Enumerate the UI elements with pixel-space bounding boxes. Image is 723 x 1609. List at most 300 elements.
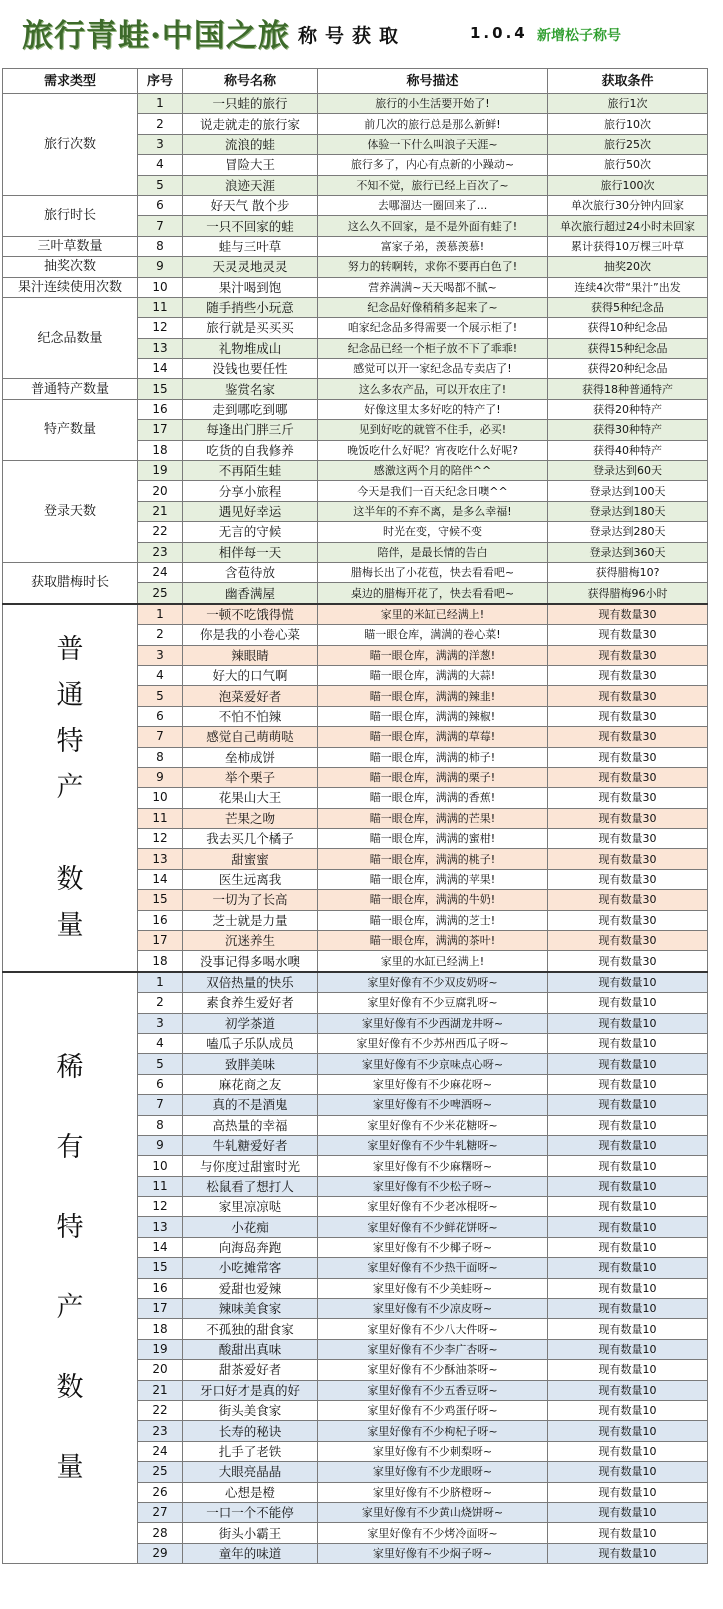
title-name: 辣味美食家 — [183, 1299, 318, 1319]
row-index: 14 — [138, 869, 183, 889]
acquire-condition: 现有数量10 — [548, 1013, 708, 1033]
acquire-condition: 现有数量10 — [548, 1033, 708, 1053]
acquire-condition: 现有数量10 — [548, 1482, 708, 1502]
title-description: 瞄一眼仓库，满满的卷心菜! — [318, 625, 548, 645]
acquire-condition: 登录达到360天 — [548, 542, 708, 562]
row-index: 6 — [138, 195, 183, 215]
row-index: 5 — [138, 175, 183, 195]
row-index: 3 — [138, 1013, 183, 1033]
acquire-condition: 获得40种特产 — [548, 440, 708, 460]
title-name: 幽香满屋 — [183, 583, 318, 604]
row-index: 20 — [138, 1360, 183, 1380]
title-description: 瞄一眼仓库，满满的草莓! — [318, 727, 548, 747]
acquire-condition: 现有数量10 — [548, 1421, 708, 1441]
acquire-condition: 现有数量10 — [548, 1380, 708, 1400]
column-header-condition: 获取条件 — [548, 69, 708, 94]
row-index: 18 — [138, 951, 183, 972]
title-name: 泡菜爱好者 — [183, 686, 318, 706]
acquire-condition: 现有数量10 — [548, 1095, 708, 1115]
acquire-condition: 现有数量10 — [548, 1299, 708, 1319]
title-name: 甜蜜蜜 — [183, 849, 318, 869]
title-name: 你是我的小卷心菜 — [183, 625, 318, 645]
title-name: 我去买几个橘子 — [183, 829, 318, 849]
row-index: 3 — [138, 134, 183, 154]
title-description: 努力的转啊转，求你不要再白色了! — [318, 257, 548, 277]
table-row — [3, 972, 708, 993]
title-description: 家里好像有不少焖子呀~ — [318, 1543, 548, 1563]
row-index: 11 — [138, 808, 183, 828]
row-index: 14 — [138, 359, 183, 379]
title-description: 营养满满~天天喝都不腻~ — [318, 277, 548, 297]
table-row — [3, 379, 708, 399]
row-index: 1 — [138, 604, 183, 625]
acquire-condition: 旅行25次 — [548, 134, 708, 154]
row-index: 11 — [138, 1176, 183, 1196]
title-name: 不怕不怕辣 — [183, 706, 318, 726]
title-description: 家里的水缸已经满上! — [318, 951, 548, 972]
title-description: 腊梅长出了小花苞，快去看看吧~ — [318, 562, 548, 582]
column-header-name: 称号名称 — [183, 69, 318, 94]
acquire-condition: 获得20种纪念品 — [548, 359, 708, 379]
row-index: 27 — [138, 1502, 183, 1522]
row-index: 3 — [138, 645, 183, 665]
title-description: 这么多农产品，可以开农庄了! — [318, 379, 548, 399]
header — [0, 0, 723, 68]
acquire-condition: 现有数量30 — [548, 931, 708, 951]
title-description: 家里好像有不少米花糖呀~ — [318, 1115, 548, 1135]
title-name: 相伴每一天 — [183, 542, 318, 562]
acquire-condition: 现有数量10 — [548, 1339, 708, 1359]
title-name: 酸甜出真味 — [183, 1339, 318, 1359]
acquire-condition: 登录达到100天 — [548, 481, 708, 501]
update-note: 新增松子称号 — [537, 28, 621, 44]
row-index: 2 — [138, 993, 183, 1013]
title-name: 街头美食家 — [183, 1401, 318, 1421]
title-name: 嗑瓜子乐队成员 — [183, 1033, 318, 1053]
acquire-condition: 现有数量10 — [548, 1217, 708, 1237]
title-description: 瞄一眼仓库，满满的洋葱! — [318, 645, 548, 665]
acquire-condition: 获得18种普通特产 — [548, 379, 708, 399]
acquire-condition: 获得腊梅10? — [548, 562, 708, 582]
column-header-description: 称号描述 — [318, 69, 548, 94]
acquire-condition: 现有数量30 — [548, 727, 708, 747]
row-index: 16 — [138, 910, 183, 930]
title-name: 随手捎些小玩意 — [183, 297, 318, 317]
title-description: 家里好像有不少麻糬呀~ — [318, 1156, 548, 1176]
title-name: 家里凉凉哒 — [183, 1197, 318, 1217]
acquire-condition: 现有数量10 — [548, 1502, 708, 1522]
title-name: 致胖美味 — [183, 1054, 318, 1074]
row-index: 24 — [138, 562, 183, 582]
table-row — [3, 297, 708, 317]
header-row — [3, 69, 708, 94]
row-index: 4 — [138, 155, 183, 175]
acquire-condition: 单次旅行超过24小时未回家 — [548, 216, 708, 236]
title-name: 含苞待放 — [183, 562, 318, 582]
row-index: 13 — [138, 338, 183, 358]
title-name: 不再陌生蛙 — [183, 461, 318, 481]
title-description: 晚饭吃什么好呢？宵夜吃什么好呢? — [318, 440, 548, 460]
title-description: 咱家纪念品多得需要一个展示柜了! — [318, 318, 548, 338]
row-index: 22 — [138, 1401, 183, 1421]
title-name: 一顿不吃饿得慌 — [183, 604, 318, 625]
title-description: 瞄一眼仓库，满满的芒果! — [318, 808, 548, 828]
row-index: 2 — [138, 114, 183, 134]
row-index: 12 — [138, 1197, 183, 1217]
row-index: 5 — [138, 1054, 183, 1074]
row-index: 28 — [138, 1523, 183, 1543]
version-label: 1.0.4 — [470, 24, 528, 42]
title-description: 瞄一眼仓库，满满的栗子! — [318, 767, 548, 787]
category-cell: 果汁连续使用次数 — [3, 277, 138, 297]
title-table-container — [2, 68, 708, 1564]
acquire-condition: 现有数量30 — [548, 869, 708, 889]
acquire-condition: 旅行100次 — [548, 175, 708, 195]
title-description: 家里好像有不少牛轧糖呀~ — [318, 1135, 548, 1155]
title-name: 举个栗子 — [183, 767, 318, 787]
table-body — [3, 94, 708, 1564]
category-char: 特 — [56, 725, 84, 757]
title-description: 瞄一眼仓库，满满的茶叶! — [318, 931, 548, 951]
acquire-condition: 现有数量10 — [548, 1135, 708, 1155]
row-index: 17 — [138, 420, 183, 440]
title-description: 瞄一眼仓库，满满的柿子! — [318, 747, 548, 767]
table-row — [3, 195, 708, 215]
title-name: 真的不是酒鬼 — [183, 1095, 318, 1115]
row-index: 15 — [138, 1258, 183, 1278]
title-name: 果汁喝到饱 — [183, 277, 318, 297]
acquire-condition: 现有数量10 — [548, 972, 708, 993]
acquire-condition: 现有数量30 — [548, 706, 708, 726]
title-description: 瞄一眼仓库，满满的芝士! — [318, 910, 548, 930]
acquire-condition: 现有数量30 — [548, 604, 708, 625]
title-name: 心想是橙 — [183, 1482, 318, 1502]
title-name: 医生远离我 — [183, 869, 318, 889]
row-index: 13 — [138, 849, 183, 869]
title-table — [2, 68, 708, 1564]
table-row — [3, 94, 708, 114]
title-description: 家里好像有不少刺梨呀~ — [318, 1441, 548, 1461]
game-title-logo: 旅行青蛙·中国之旅 — [22, 18, 290, 54]
category-cell: 旅行时长 — [3, 195, 138, 236]
row-index: 18 — [138, 440, 183, 460]
row-index: 5 — [138, 686, 183, 706]
category-char — [3, 811, 137, 857]
title-description: 家里好像有不少松子呀~ — [318, 1176, 548, 1196]
category-char: 数 — [56, 1371, 84, 1403]
title-description: 瞄一眼仓库，满满的桃子! — [318, 849, 548, 869]
acquire-condition: 现有数量30 — [548, 625, 708, 645]
row-index: 25 — [138, 1462, 183, 1482]
acquire-condition: 抽奖20次 — [548, 257, 708, 277]
column-header-type: 需求类型 — [3, 69, 138, 94]
title-description: 家里好像有不少老冰棍呀~ — [318, 1197, 548, 1217]
title-description: 不知不觉，旅行已经上百次了~ — [318, 175, 548, 195]
category-cell — [3, 604, 138, 972]
row-index: 23 — [138, 542, 183, 562]
row-index: 10 — [138, 1156, 183, 1176]
table-row — [3, 399, 708, 419]
row-index: 23 — [138, 1421, 183, 1441]
acquire-condition: 现有数量10 — [548, 1054, 708, 1074]
row-index: 24 — [138, 1441, 183, 1461]
title-name: 高热量的幸福 — [183, 1115, 318, 1135]
acquire-condition: 现有数量10 — [548, 993, 708, 1013]
acquire-condition: 现有数量30 — [548, 890, 708, 910]
title-description: 这么久不回家，是不是外面有蛙了! — [318, 216, 548, 236]
title-description: 纪念品好像稍稍多起来了~ — [318, 297, 548, 317]
title-name: 遇见好幸运 — [183, 501, 318, 521]
title-name: 没事记得多喝水噢 — [183, 951, 318, 972]
acquire-condition: 现有数量10 — [548, 1278, 708, 1298]
title-name: 爱甜也爱辣 — [183, 1278, 318, 1298]
row-index: 1 — [138, 972, 183, 993]
row-index: 12 — [138, 318, 183, 338]
title-description: 家里好像有不少美蛙呀~ — [318, 1278, 548, 1298]
title-description: 瞄一眼仓库，满满的辣韭! — [318, 686, 548, 706]
row-index: 19 — [138, 1339, 183, 1359]
row-index: 11 — [138, 297, 183, 317]
acquire-condition: 现有数量10 — [548, 1197, 708, 1217]
category-char: 有 — [56, 1131, 84, 1163]
row-index: 12 — [138, 829, 183, 849]
acquire-condition: 获得5种纪念品 — [548, 297, 708, 317]
acquire-condition: 现有数量30 — [548, 910, 708, 930]
title-description: 家里好像有不少啤酒呀~ — [318, 1095, 548, 1115]
category-cell: 登录天数 — [3, 461, 138, 563]
acquire-condition: 单次旅行30分钟内回家 — [548, 195, 708, 215]
category-cell: 获取腊梅时长 — [3, 562, 138, 603]
row-index: 29 — [138, 1543, 183, 1563]
row-index: 7 — [138, 216, 183, 236]
title-description: 感觉可以开一家纪念品专卖店了! — [318, 359, 548, 379]
acquire-condition: 登录达到60天 — [548, 461, 708, 481]
acquire-condition: 现有数量30 — [548, 747, 708, 767]
acquire-condition: 现有数量30 — [548, 849, 708, 869]
title-name: 吃货的自我修养 — [183, 440, 318, 460]
category-cell: 旅行次数 — [3, 94, 138, 196]
title-name: 松鼠看了想打人 — [183, 1176, 318, 1196]
title-description: 家里的米缸已经满上! — [318, 604, 548, 625]
table-row — [3, 277, 708, 297]
category-cell: 特产数量 — [3, 399, 138, 460]
title-name: 小吃摊常客 — [183, 1258, 318, 1278]
row-index: 10 — [138, 788, 183, 808]
acquire-condition: 获得20种特产 — [548, 399, 708, 419]
title-name: 芒果之吻 — [183, 808, 318, 828]
column-header-index: 序号 — [138, 69, 183, 94]
title-description: 纪念品已经一个柜子放不下了乖乖! — [318, 338, 548, 358]
category-char: 稀 — [56, 1051, 84, 1083]
category-char: 产 — [56, 1291, 84, 1323]
title-description: 家里好像有不少豆腐乳呀~ — [318, 993, 548, 1013]
title-description: 家里好像有不少黄山烧饼呀~ — [318, 1502, 548, 1522]
row-index: 15 — [138, 379, 183, 399]
table-row — [3, 257, 708, 277]
row-index: 13 — [138, 1217, 183, 1237]
row-index: 22 — [138, 522, 183, 542]
title-name: 童年的味道 — [183, 1543, 318, 1563]
category-char: 产 — [56, 771, 84, 803]
title-description: 瞄一眼仓库，满满的苹果! — [318, 869, 548, 889]
title-description: 感激这两个月的陪伴^^ — [318, 461, 548, 481]
title-name: 一切为了长高 — [183, 890, 318, 910]
title-name: 好大的口气啊 — [183, 665, 318, 685]
title-description: 家里好像有不少京味点心呀~ — [318, 1054, 548, 1074]
title-name: 向海岛奔跑 — [183, 1237, 318, 1257]
row-index: 8 — [138, 1115, 183, 1135]
row-index: 20 — [138, 481, 183, 501]
acquire-condition: 获得15种纪念品 — [548, 338, 708, 358]
title-name: 无言的守候 — [183, 522, 318, 542]
acquire-condition: 现有数量30 — [548, 829, 708, 849]
title-description: 家里好像有不少麻花呀~ — [318, 1074, 548, 1094]
title-description: 家里好像有不少鸡蛋仔呀~ — [318, 1401, 548, 1421]
title-name: 说走就走的旅行家 — [183, 114, 318, 134]
acquire-condition: 获得10种纪念品 — [548, 318, 708, 338]
acquire-condition: 获得30种特产 — [548, 420, 708, 440]
title-name: 感觉自己萌萌哒 — [183, 727, 318, 747]
title-name: 一只不回家的蛙 — [183, 216, 318, 236]
title-name: 长寿的秘诀 — [183, 1421, 318, 1441]
row-index: 6 — [138, 706, 183, 726]
title-description: 家里好像有不少椰子呀~ — [318, 1237, 548, 1257]
acquire-condition: 现有数量10 — [548, 1401, 708, 1421]
row-index: 21 — [138, 1380, 183, 1400]
acquire-condition: 现有数量10 — [548, 1176, 708, 1196]
title-name: 一只蛙的旅行 — [183, 94, 318, 114]
title-name: 礼物堆成山 — [183, 338, 318, 358]
category-cell: 普通特产数量 — [3, 379, 138, 399]
row-index: 1 — [138, 94, 183, 114]
row-index: 16 — [138, 1278, 183, 1298]
row-index: 26 — [138, 1482, 183, 1502]
title-name: 浪迹天涯 — [183, 175, 318, 195]
category-char: 普 — [56, 633, 84, 665]
acquire-condition: 现有数量10 — [548, 1237, 708, 1257]
title-description: 见到好吃的就管不住手，必买! — [318, 420, 548, 440]
acquire-condition: 现有数量10 — [548, 1258, 708, 1278]
acquire-condition: 连续4次带“果汁”出发 — [548, 277, 708, 297]
title-name: 走到哪吃到哪 — [183, 399, 318, 419]
row-index: 16 — [138, 399, 183, 419]
title-description: 去哪溜达一圈回来了... — [318, 195, 548, 215]
category-cell: 三叶草数量 — [3, 236, 138, 256]
acquire-condition: 现有数量30 — [548, 686, 708, 706]
title-description: 瞄一眼仓库，满满的蜜柑! — [318, 829, 548, 849]
title-name: 初学茶道 — [183, 1013, 318, 1033]
row-index: 4 — [138, 1033, 183, 1053]
title-description: 时光在变，守候不变 — [318, 522, 548, 542]
row-index: 7 — [138, 727, 183, 747]
title-name: 麻花商之友 — [183, 1074, 318, 1094]
title-name: 天灵灵地灵灵 — [183, 257, 318, 277]
acquire-condition: 旅行1次 — [548, 94, 708, 114]
acquire-condition: 现有数量10 — [548, 1462, 708, 1482]
category-cell — [3, 972, 138, 1564]
acquire-condition: 现有数量10 — [548, 1115, 708, 1135]
table-row — [3, 562, 708, 582]
row-index: 10 — [138, 277, 183, 297]
title-description: 瞄一眼仓库，满满的香蕉! — [318, 788, 548, 808]
title-description: 家里好像有不少酥油茶呀~ — [318, 1360, 548, 1380]
title-description: 瞄一眼仓库，满满的辣椒! — [318, 706, 548, 726]
title-description: 家里好像有不少鲜花饼呀~ — [318, 1217, 548, 1237]
title-name: 芝士就是力量 — [183, 910, 318, 930]
title-name: 沉迷养生 — [183, 931, 318, 951]
title-name: 鉴赏名家 — [183, 379, 318, 399]
title-description: 家里好像有不少枸杞子呀~ — [318, 1421, 548, 1441]
acquire-condition: 现有数量30 — [548, 951, 708, 972]
page-title: 称号获取 — [298, 25, 407, 47]
acquire-condition: 现有数量10 — [548, 1156, 708, 1176]
row-index: 17 — [138, 1299, 183, 1319]
row-index: 4 — [138, 665, 183, 685]
title-description: 富家子弟，羡慕羡慕! — [318, 236, 548, 256]
row-index: 8 — [138, 747, 183, 767]
title-name: 旅行就是买买买 — [183, 318, 318, 338]
title-description: 旅行的小生活要开始了! — [318, 94, 548, 114]
title-name: 牛轧糖爱好者 — [183, 1135, 318, 1155]
title-name: 辣眼睛 — [183, 645, 318, 665]
row-index: 19 — [138, 461, 183, 481]
category-char: 量 — [56, 909, 84, 941]
acquire-condition: 现有数量30 — [548, 645, 708, 665]
acquire-condition: 累计获得10万棵三叶草 — [548, 236, 708, 256]
title-name: 一口一个不能停 — [183, 1502, 318, 1522]
acquire-condition: 现有数量10 — [548, 1441, 708, 1461]
table-row — [3, 236, 708, 256]
row-index: 15 — [138, 890, 183, 910]
category-char: 通 — [56, 679, 84, 711]
acquire-condition: 现有数量30 — [548, 665, 708, 685]
row-index: 18 — [138, 1319, 183, 1339]
acquire-condition: 现有数量30 — [548, 788, 708, 808]
category-cell: 纪念品数量 — [3, 297, 138, 379]
title-description: 家里好像有不少凉皮呀~ — [318, 1299, 548, 1319]
title-name: 双倍热量的快乐 — [183, 972, 318, 993]
title-description: 瞄一眼仓库，满满的牛奶! — [318, 890, 548, 910]
acquire-condition: 现有数量10 — [548, 1523, 708, 1543]
row-index: 9 — [138, 257, 183, 277]
title-description: 这半年的不弃不离，是多么幸福! — [318, 501, 548, 521]
row-index: 2 — [138, 625, 183, 645]
row-index: 8 — [138, 236, 183, 256]
title-name: 好天气 散个步 — [183, 195, 318, 215]
row-index: 25 — [138, 583, 183, 604]
category-cell: 抽奖次数 — [3, 257, 138, 277]
acquire-condition: 现有数量30 — [548, 767, 708, 787]
title-name: 蛙与三叶草 — [183, 236, 318, 256]
title-description: 家里好像有不少烤冷面呀~ — [318, 1523, 548, 1543]
title-description: 旅行多了，内心有点新的小躁动~ — [318, 155, 548, 175]
title-name: 素食养生爱好者 — [183, 993, 318, 1013]
acquire-condition: 旅行10次 — [548, 114, 708, 134]
acquire-condition: 现有数量10 — [548, 1074, 708, 1094]
table-row — [3, 461, 708, 481]
title-name: 没钱也要任性 — [183, 359, 318, 379]
title-description: 家里好像有不少八大件呀~ — [318, 1319, 548, 1339]
acquire-condition: 获得腊梅96小时 — [548, 583, 708, 604]
title-description: 家里好像有不少李广杏呀~ — [318, 1339, 548, 1359]
row-index: 9 — [138, 1135, 183, 1155]
title-description: 家里好像有不少脐橙呀~ — [318, 1482, 548, 1502]
title-name: 每逢出门胖三斤 — [183, 420, 318, 440]
title-name: 大眼亮晶晶 — [183, 1462, 318, 1482]
title-description: 好像这里太多好吃的特产了! — [318, 399, 548, 419]
title-name: 冒险大王 — [183, 155, 318, 175]
acquire-condition: 现有数量10 — [548, 1543, 708, 1563]
